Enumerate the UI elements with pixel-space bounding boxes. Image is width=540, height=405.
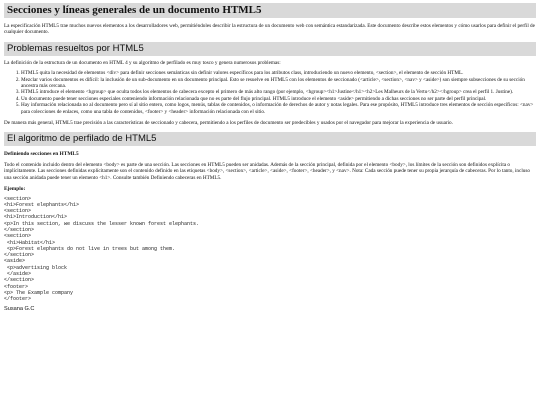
subheading-defining-sections: Definiendo secciones en HTML5	[4, 151, 79, 158]
problems-outro-paragraph: De manera más general, HTML5 trae precisión a las características de seccionado y cabecera, permitiendo a los perfiles de documento ser predecibles y usados por el navegador para mejorar la experiencia de usuario.	[4, 120, 453, 127]
list-item: 5. Hay información relacionada no al documento pero sí al sitio entero, como logos, menús, tablas de contenidos, o información de derechos de autor y notas legales. Para ese propósito, HTML5 introduce tres elementos de sección específicos: <nav> para colecciones de enlaces, como una tabla de contenidos, <footer> y <header> información relacionada con el sitio.	[21, 102, 536, 115]
problems-list	[4, 70, 536, 115]
problems-lead-paragraph: La definición de la estructura de un documento en HTML 4 y su algoritmo de perfilado es muy tosco y genera numerosos problemas:	[4, 59, 281, 66]
list-item: 1. HTML5 quita la necesidad de elementos <div> para definir secciones semánticas sin definir valores específicos para los atributos class, introduciendo un nuevo elemento, <section>, el elemento de sección HTML.	[21, 70, 536, 76]
section-heading-problems: Problemas resueltos por HTML5	[4, 42, 536, 56]
example-label: Ejemplo:	[4, 186, 26, 193]
code-example: <section> <h1>Forest elephants</h1> <section> <h1>Introduction</h1> <p>In this section, we discuss the lesser known forest elephants. </section> <section> <h1>Habitat</h1> <p>Forest elephants do not live in trees but among them. </section> <aside> <p>advertising block </aside> </section> <footer> <p> The Example company </footer>	[4, 195, 200, 303]
list-item: 2. Mezclar varios documentos es difícil: la inclusión de un sub-documento en un documento principal. Esto se resuelve en HTML5 con los elementos de seccionado (<article>, <section>, <nav> y <aside>) son siempre subsecciones de su sección ancestra más cercana.	[21, 77, 536, 90]
list-item: 4. Un documento puede tener secciones especiales conteniendo información relacionada que no es parte del flujo principal. HTML5 introduce el elemento <aside> permitiendo a dichas secciones no ser parte del perfil principal.	[21, 96, 536, 102]
section-heading-algorithm: El algoritmo de perfilado de HTML5	[4, 132, 536, 146]
page-title: Secciones y líneas generales de un documento HTML5	[4, 3, 536, 18]
algorithm-body-paragraph: Todo el contenido incluido dentro del elemento <body> es parte de una sección. Las secciones en HTML5 pueden ser anidadas. Además de la sección principal, definida por el elemento <body>, los límites de la sección son definidos explícita o implícitamente. Las secciones definidas explícitamente son el contenido definido en las etiquetas <body>, <section>, <article>, <aside>, <footer>, <header>, y <nav>. Nota: Cada sección puede tener su propia jerarquía de cabeceras. Por lo tanto, incluso una sección anidada puede tener un elemento <h1>. Consulte también Definiendo cabeceras en HTML5.	[4, 161, 530, 181]
list-item: 3. HTML5 introduce el elemento <hgroup> que oculta todos los elementos de cabecera excepto el primero de más alto rango (por ejemplo, <hgroup><h1>Justine</h1><h2>Les Malheurs de la Vertu</h2></hgroup> crea el perfil 1. Justine).	[21, 89, 536, 95]
intro-paragraph: La especificación HTML5 trae muchos nuevos elementos a los desarrolladores web, permitiéndoles describir la estructura de un documento web con semántica estandarizada. Este documento describe estos elementos y cómo usarlos para definir el perfil de cualquier documento.	[4, 23, 535, 36]
author-signature: Susana G.C	[4, 305, 35, 312]
